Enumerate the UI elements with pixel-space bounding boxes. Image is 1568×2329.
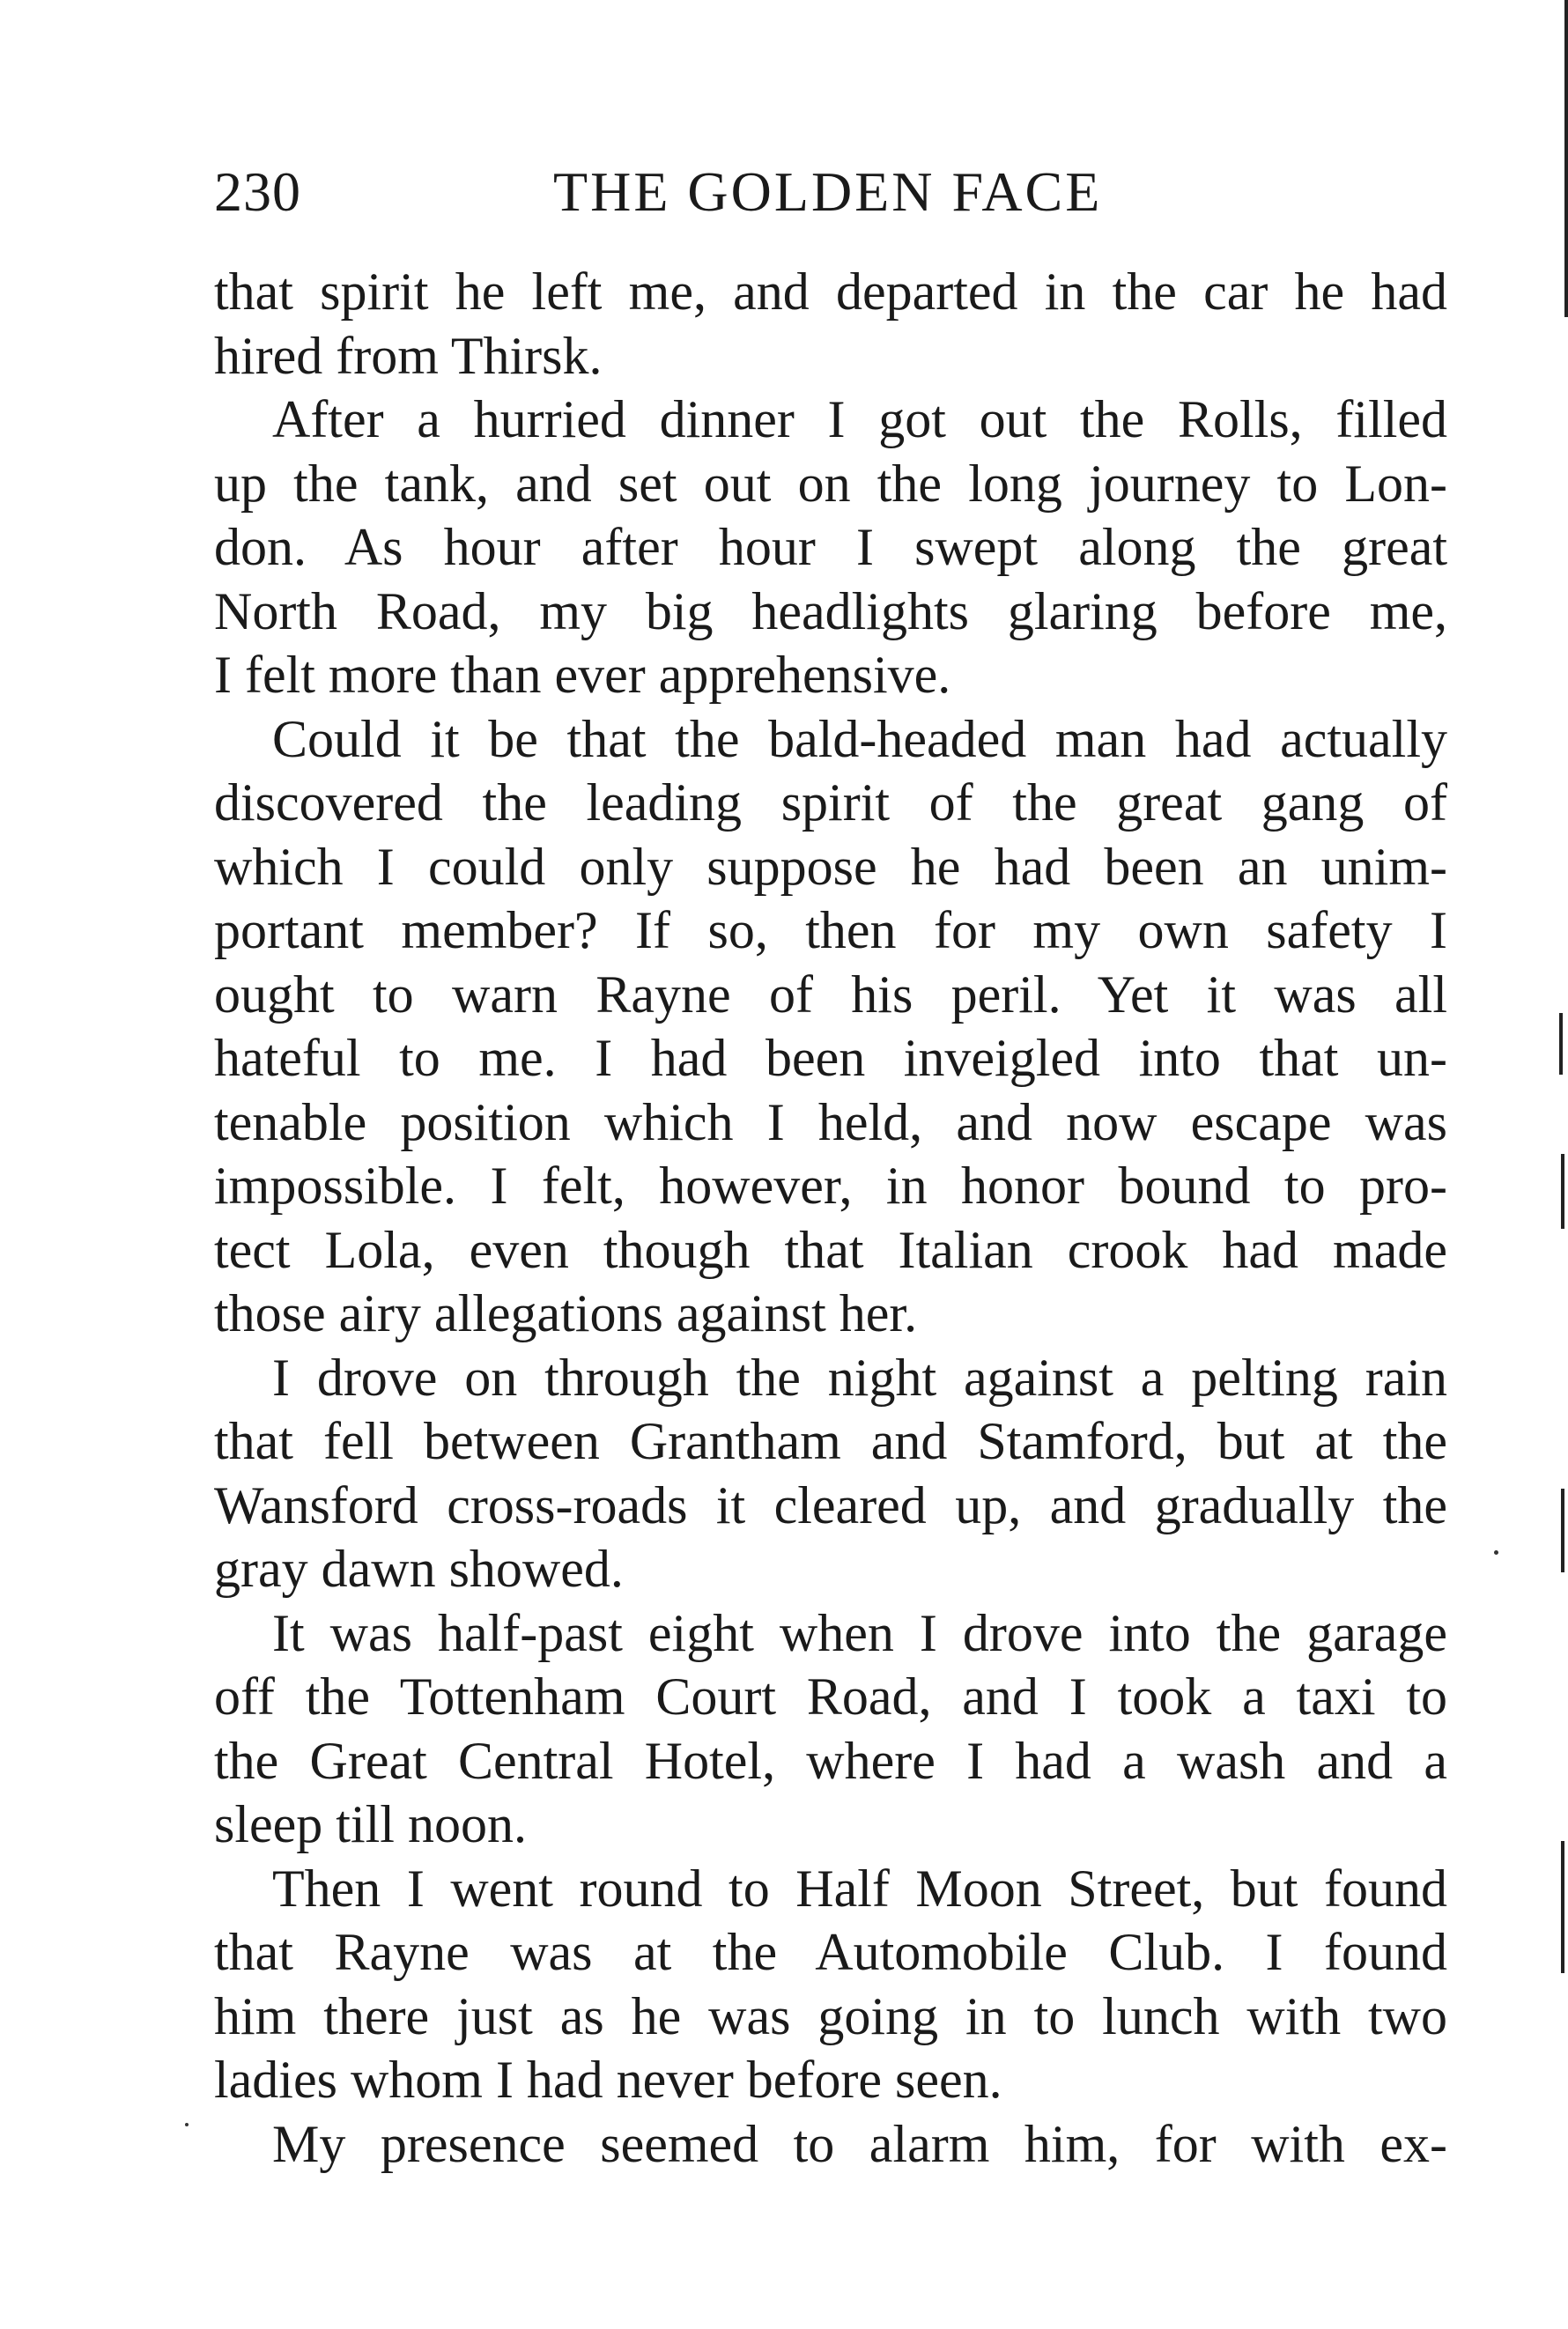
- text-line: ladies whom I had never before seen.: [214, 2051, 1002, 2109]
- text-line: which I could only suppose he had been an unim-: [214, 837, 1447, 896]
- text-line: Wansford cross-roads it cleared up, and gradually the: [214, 1475, 1447, 1534]
- text-line: My presence seemed to alarm him, for with ex-: [272, 2114, 1447, 2173]
- body-text: [214, 260, 1447, 2176]
- text-line: tect Lola, even though that Italian crook had made: [214, 1220, 1447, 1279]
- text-line: I drove on through the night against a pelting rain: [272, 1348, 1447, 1407]
- text-line: ought to warn Rayne of his peril. Yet it was all: [214, 965, 1447, 1024]
- text-line: that fell between Grantham and Stamford, but at the: [214, 1412, 1447, 1470]
- text-line: off the Tottenham Court Road, and I took a taxi to: [214, 1667, 1447, 1726]
- text-line: him there just as he was going in to lunch with two: [214, 1986, 1447, 2045]
- text-line: tenable position which I held, and now escape was: [214, 1092, 1447, 1151]
- text-line: discovered the leading spirit of the great gang of: [214, 773, 1447, 832]
- text-line: Then I went round to Half Moon Street, but found: [272, 1859, 1447, 1918]
- text-line: gray dawn showed.: [214, 1540, 624, 1598]
- text-line: don. As hour after hour I swept along the great: [214, 518, 1447, 576]
- page-edge-shadow: [1561, 1489, 1564, 1572]
- page-edge-shadow: [1561, 1154, 1564, 1229]
- text-line: portant member? If so, then for my own safety I: [214, 901, 1447, 959]
- text-line: North Road, my big headlights glaring before me,: [214, 581, 1447, 640]
- page-number: 230: [214, 160, 301, 223]
- page-edge-shadow: [1561, 1841, 1564, 1973]
- text-line: that spirit he left me, and departed in the car he had: [214, 262, 1447, 321]
- ink-speck: [185, 2123, 189, 2126]
- page-header: [214, 157, 1447, 227]
- text-line: It was half-past eight when I drove into the garage: [272, 1603, 1447, 1662]
- text-line: After a hurried dinner I got out the Rolls, filled: [272, 390, 1447, 448]
- text-line: I felt more than ever apprehensive.: [214, 646, 951, 704]
- text-line: Could it be that the bald-headed man had actually: [272, 709, 1447, 768]
- page-edge-shadow: [1559, 1013, 1563, 1075]
- text-line: hired from Thirsk.: [214, 326, 603, 385]
- text-line: that Rayne was at the Automobile Club. I found: [214, 1923, 1447, 1981]
- page-edge-shadow: [1564, 0, 1568, 317]
- text-line: impossible. I felt, however, in honor bound to pro-: [214, 1157, 1447, 1215]
- running-head: THE GOLDEN FACE: [553, 160, 1103, 223]
- text-line: hateful to me. I had been inveigled into that un-: [214, 1029, 1447, 1087]
- text-line: the Great Central Hotel, where I had a wash and a: [214, 1731, 1447, 1790]
- ink-speck: [1494, 1550, 1498, 1555]
- text-line: sleep till noon.: [214, 1795, 527, 1853]
- text-line: those airy allegations against her.: [214, 1284, 918, 1342]
- text-line: up the tank, and set out on the long journey to Lon-: [214, 454, 1447, 513]
